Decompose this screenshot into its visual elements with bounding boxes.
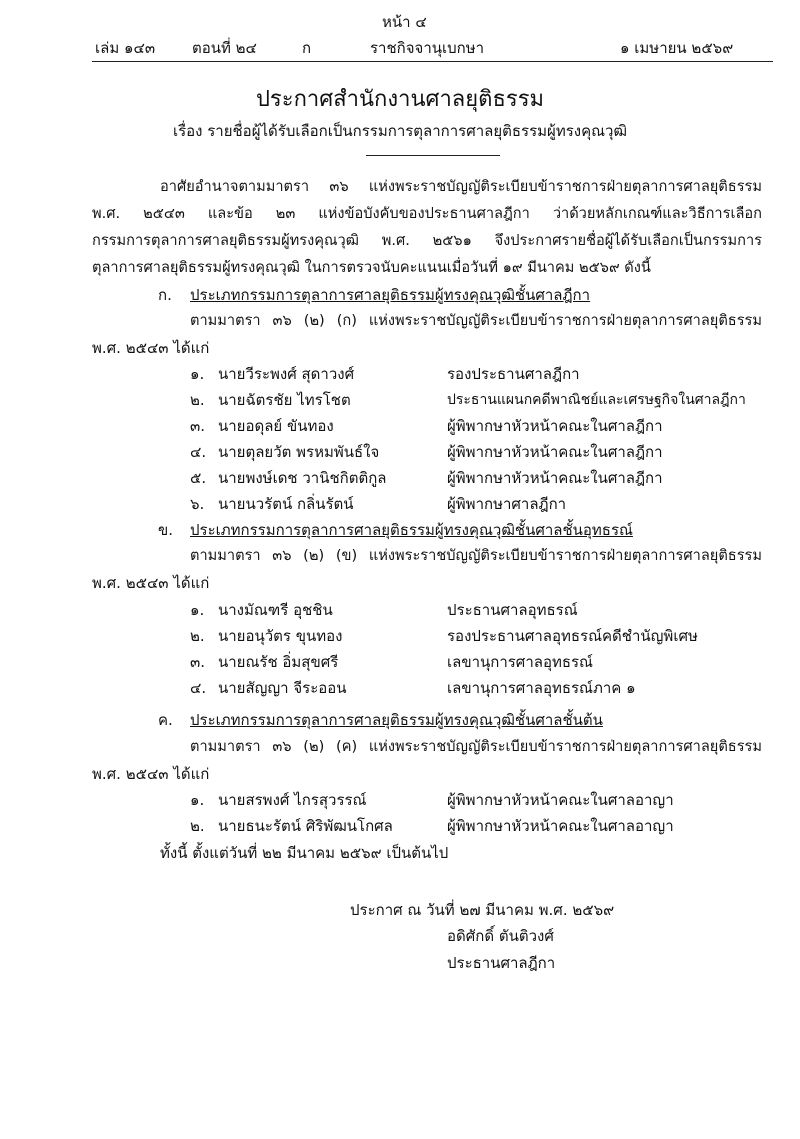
member-no: ๖.: [190, 495, 205, 513]
header-section: ก: [302, 39, 312, 57]
title-rule: [366, 155, 500, 156]
announcement-subject: เรื่อง รายชื่อผู้ได้รับเลือกเป็นกรรมการตุลาการศาลยุติธรรมผู้ทรงคุณวุฒิ: [172, 122, 628, 140]
section-heading: ประเภทกรรมการตุลาการศาลยุติธรรมผู้ทรงคุณวุฒิชั้นศาลฎีกา: [190, 286, 591, 304]
signatory-name: อดิศักดิ์ ตันติวงศ์: [447, 927, 554, 945]
member-no: ๑.: [190, 791, 205, 809]
section-letter: ก.: [158, 286, 172, 304]
intro-line: อาศัยอำนาจตามมาตรา ๓๖ แห่งพระราชบัญญัติระเบียบข้าราชการฝ่ายตุลาการศาลยุติธรรม: [160, 178, 762, 195]
section-basis: ตามมาตรา ๓๖ (๒) (ข) แห่งพระราชบัญญัติระเบียบข้าราชการฝ่ายตุลาการศาลยุติธรรม: [190, 547, 762, 564]
member-name: นายสัญญา จีระออน: [218, 679, 347, 697]
announcement-date: ประกาศ ณ วันที่ ๒๗ มีนาคม พ.ศ. ๒๕๖๙: [350, 901, 615, 919]
member-name: นายสรพงศ์ ไกรสุวรรณ์: [218, 791, 367, 809]
announcement-title: ประกาศสำนักงานศาลยุติธรรม: [255, 87, 545, 112]
member-name: นายณรัช อิ่มสุขศรี: [218, 653, 339, 671]
header-date: ๑ เมษายน ๒๕๖๙: [620, 39, 734, 57]
member-no: ๒.: [190, 817, 205, 835]
header-rule: [92, 61, 773, 62]
section-letter: ค.: [158, 711, 173, 729]
member-name: นายพงษ์เดช วานิชกิตติกูล: [218, 469, 387, 487]
member-position: เลขานุการศาลอุทธรณ์ภาค ๑: [447, 679, 636, 697]
member-name: นายวีระพงศ์ สุดาวงศ์: [218, 365, 355, 383]
header-volume: เล่ม ๑๔๓: [95, 39, 156, 57]
section-basis: ตามมาตรา ๓๖ (๒) (ค) แห่งพระราชบัญญัติระเบียบข้าราชการฝ่ายตุลาการศาลยุติธรรม: [190, 738, 762, 755]
member-name: นายอนุวัตร ขุนทอง: [218, 627, 343, 645]
header-publication: ราชกิจจานุเบกษา: [370, 39, 485, 57]
header-issue: ตอนที่ ๒๔: [192, 39, 257, 57]
section-basis-cont: พ.ศ. ๒๕๔๓ ได้แก่: [92, 339, 210, 357]
member-position: รองประธานศาลอุทธรณ์คดีชำนัญพิเศษ: [447, 627, 698, 645]
effective-date: ทั้งนี้ ตั้งแต่วันที่ ๒๒ มีนาคม ๒๕๖๙ เป็นต้นไป: [160, 844, 449, 862]
member-name: นางมัณฑรี อุชชิน: [218, 601, 333, 619]
section-basis-cont: พ.ศ. ๒๕๔๓ ได้แก่: [92, 765, 210, 783]
member-name: นายอดุลย์ ขันทอง: [218, 417, 334, 435]
member-position: ประธานแผนกคดีพาณิชย์และเศรษฐกิจในศาลฎีกา: [447, 392, 746, 408]
intro-line: ตุลาการศาลยุติธรรมผู้ทรงคุณวุฒิ ในการตรวจนับคะแนนเมื่อวันที่ ๑๙ มีนาคม ๒๕๖๙ ดังนี้: [92, 259, 651, 276]
member-no: ๔.: [190, 443, 207, 461]
member-position: ผู้พิพากษาหัวหน้าคณะในศาลอาญา: [447, 817, 674, 835]
member-no: ๑.: [190, 365, 205, 383]
member-name: นายฉัตรชัย ไทรโชต: [218, 391, 351, 409]
member-position: เลขานุการศาลอุทธรณ์: [447, 653, 593, 671]
member-no: ๔.: [190, 679, 207, 697]
page-number: หน้า ๔: [382, 13, 427, 31]
member-no: ๒.: [190, 627, 205, 645]
member-position: ผู้พิพากษาหัวหน้าคณะในศาลฎีกา: [447, 469, 663, 487]
section-heading: ประเภทกรรมการตุลาการศาลยุติธรรมผู้ทรงคุณวุฒิชั้นศาลชั้นอุทธรณ์: [190, 521, 633, 539]
section-letter: ข.: [158, 521, 174, 539]
section-heading: ประเภทกรรมการตุลาการศาลยุติธรรมผู้ทรงคุณวุฒิชั้นศาลชั้นต้น: [190, 711, 603, 729]
member-position: ผู้พิพากษาศาลฎีกา: [447, 495, 567, 513]
member-position: ประธานศาลอุทธรณ์: [447, 601, 578, 619]
intro-line: กรรมการตุลาการศาลยุติธรรมผู้ทรงคุณวุฒิ พ.ศ. ๒๕๖๑ จึงประกาศรายชื่อผู้ได้รับเลือกเป็นกรรมการ: [92, 232, 762, 249]
member-position: ผู้พิพากษาหัวหน้าคณะในศาลอาญา: [447, 791, 674, 809]
intro-line: พ.ศ. ๒๕๔๓ และข้อ ๒๓ แห่งข้อบังคับของประธานศาลฎีกา ว่าด้วยหลักเกณฑ์และวิธีการเลือก: [92, 205, 762, 222]
member-name: นายธนะรัตน์ ศิริพัฒนโกศล: [218, 817, 393, 835]
section-basis: ตามมาตรา ๓๖ (๒) (ก) แห่งพระราชบัญญัติระเบียบข้าราชการฝ่ายตุลาการศาลยุติธรรม: [190, 312, 762, 329]
member-position: รองประธานศาลฎีกา: [447, 365, 580, 383]
member-no: ๑.: [190, 601, 205, 619]
member-no: ๓.: [190, 417, 206, 435]
member-no: ๒.: [190, 391, 205, 409]
member-name: นายนวรัตน์ กลิ่นรัตน์: [218, 495, 354, 513]
section-basis-cont: พ.ศ. ๒๕๔๓ ได้แก่: [92, 574, 210, 592]
member-no: ๕.: [190, 469, 207, 487]
member-name: นายตุลยวัต พรหมพันธ์ใจ: [218, 443, 380, 461]
member-no: ๓.: [190, 653, 206, 671]
member-position: ผู้พิพากษาหัวหน้าคณะในศาลฎีกา: [447, 443, 663, 461]
member-position: ผู้พิพากษาหัวหน้าคณะในศาลฎีกา: [447, 417, 663, 435]
signatory-title: ประธานศาลฎีกา: [447, 954, 556, 972]
